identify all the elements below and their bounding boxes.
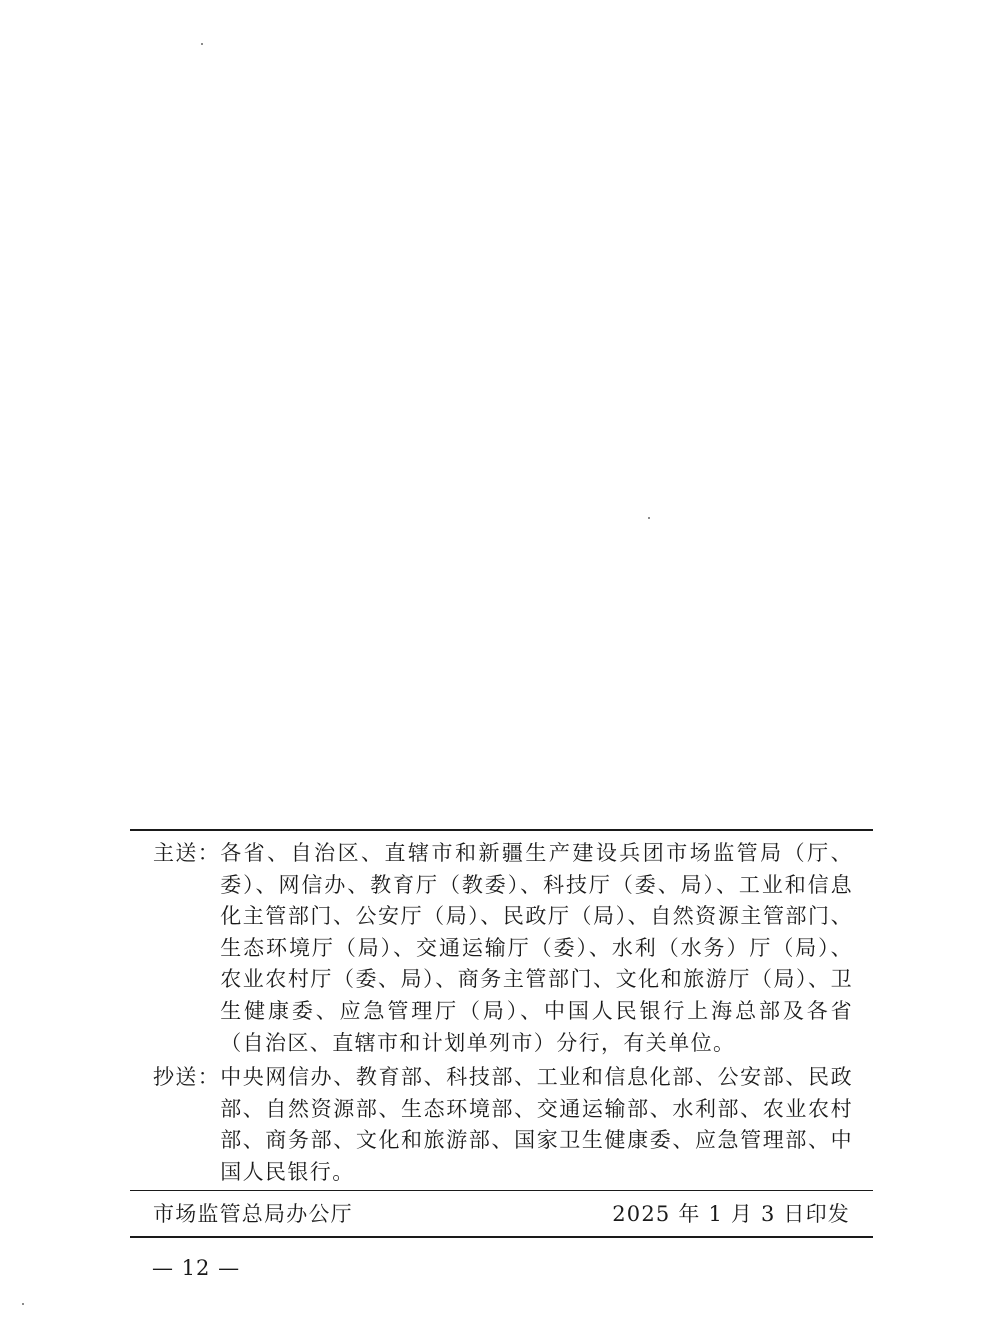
scan-speck — [648, 517, 650, 519]
scan-speck — [201, 43, 203, 45]
main-recipients-section — [153, 838, 853, 1059]
cc-recipients-section — [153, 1062, 853, 1188]
cc-recipients-label: 抄送： — [153, 1065, 221, 1089]
distribution-middle-rule — [130, 1190, 873, 1191]
main-recipients-label: 主送： — [153, 841, 221, 865]
page-number: — 12 — — [152, 1256, 241, 1280]
scan-speck — [22, 1303, 24, 1305]
main-recipients-text: 各省、自治区、直辖市和新疆生产建设兵团市场监管局（厅、委）、网信办、教育厅（教委）、科技厅（委、局）、工业和信息化主管部门、公安厅（局）、民政厅（局）、自然资源主管部门、生态环境厅（局）、交通运输厅（委）、水利（水务）厅（局）、农业农村厅（委、局）、商务主管部门、文化和旅游厅（局）、卫生健康委、应急管理厅（局）、中国人民银行上海总部及各省（自治区、直辖市和计划单列市）分行，有关单位。 — [220, 841, 853, 1055]
cc-recipients-text: 中央网信办、教育部、科技部、工业和信息化部、公安部、民政部、自然资源部、生态环境部、交通运输部、水利部、农业农村部、商务部、文化和旅游部、国家卫生健康委、应急管理部、中国人民银行。 — [220, 1065, 853, 1184]
distribution-top-rule — [130, 829, 873, 831]
issue-date: 2025 年 1 月 3 日印发 — [612, 1202, 850, 1226]
issuing-office: 市场监管总局办公厅 — [153, 1202, 353, 1226]
issuer-line — [153, 1198, 850, 1230]
distribution-bottom-rule — [130, 1236, 873, 1238]
